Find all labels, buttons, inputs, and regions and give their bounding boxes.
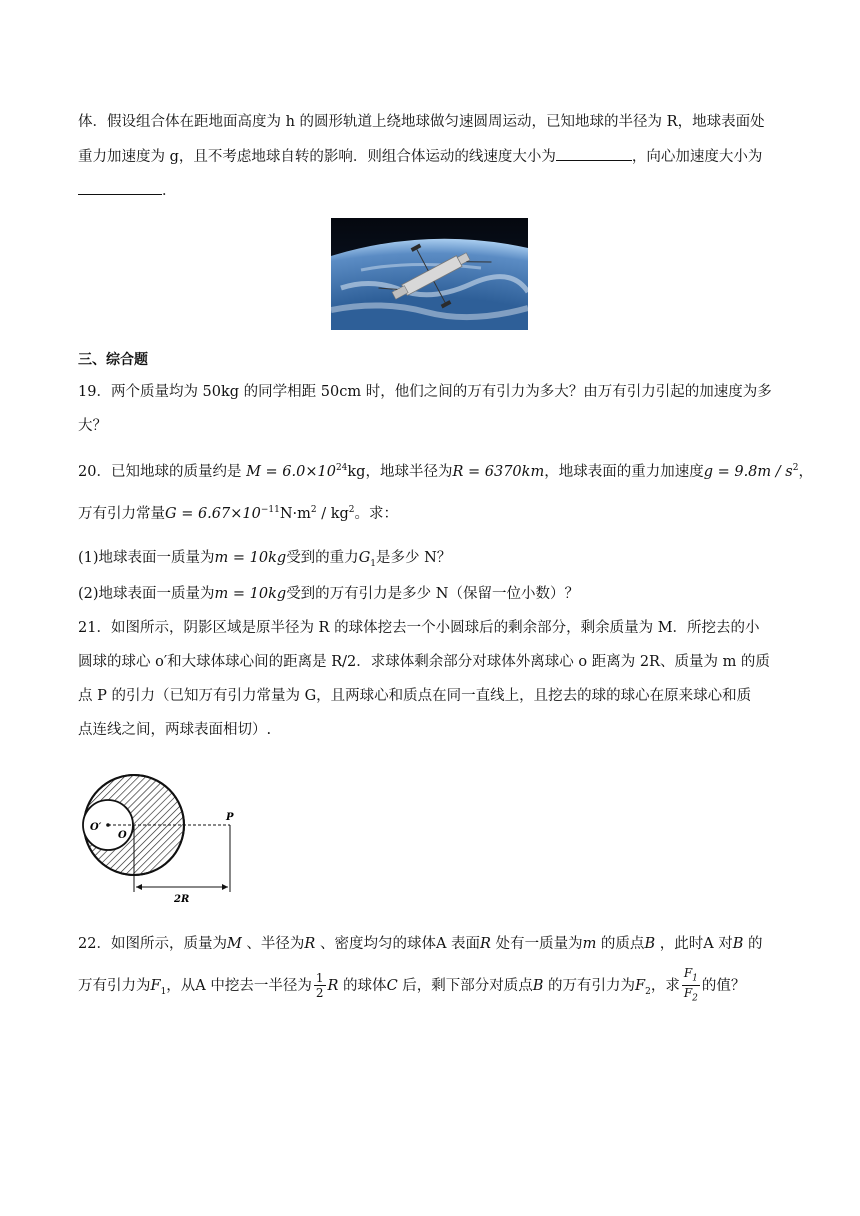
q18-line3-text: ． — [162, 183, 177, 199]
q22-B3: B — [532, 977, 544, 994]
q22-l: 中挖去一半径为 — [205, 977, 312, 994]
q22-M: M — [226, 936, 242, 952]
label-o: O — [118, 830, 127, 841]
q20-text-d: 万有引力常量 — [78, 505, 165, 522]
ratio-num-F: F — [683, 966, 693, 980]
q18-line3 — [78, 180, 177, 201]
q22-q: 的值？ — [701, 977, 746, 994]
half-num: 1 — [315, 971, 324, 986]
q22-F2-sub: 2 — [645, 986, 651, 997]
q20-radius: R = 6370km — [452, 463, 545, 480]
q21-line4: 点连线之间，两球表面相切）. — [78, 722, 272, 738]
q22-line1 — [78, 934, 763, 954]
q20-g: g = 9.8m / s — [703, 463, 793, 480]
half-den: 2 — [315, 986, 324, 1001]
q22-m: m — [582, 936, 597, 952]
q20-G-exp: −11 — [260, 505, 280, 515]
q22-R: R — [304, 936, 316, 952]
label-o-prime: O′ — [90, 822, 102, 833]
q20-sub1-c: 是多少 N？ — [376, 550, 452, 566]
q18-line2 — [78, 146, 762, 167]
q22-b: 、半径为 — [241, 936, 305, 952]
q22-j: 万有引力为 — [78, 977, 151, 994]
q20-G-unit-exp2: 2 — [348, 505, 355, 515]
q18-line1: 体．假设组合体在距地面高度为 h 的圆形轨道上绕地球做匀速圆周运动，已知地球的半径为 R，地球表面处 — [78, 114, 765, 130]
q20-sub2 — [78, 584, 579, 604]
q20-G-unit: N·m — [279, 505, 311, 522]
q20-sub2-b: 受到的万有引力是多少 N（保留一位小数）？ — [286, 586, 579, 602]
q22-k: ，从 — [166, 977, 196, 994]
q22-F2: F — [635, 977, 646, 994]
q20-mass-exp: 24 — [335, 463, 348, 473]
fraction-ratio — [682, 966, 700, 1006]
q21-line3: 点 P 的引力（已知万有引力常量为 G，且两球心和质点在同一直线上，且挖去的球的球心在原来球心和质 — [78, 688, 752, 704]
space-station-image — [331, 218, 528, 330]
q19-line2: 大？ — [78, 418, 107, 434]
q20-line2 — [78, 500, 398, 524]
q20-sub1-a: (1)地球表面一质量为 — [78, 550, 215, 566]
q22-B: B — [644, 936, 656, 952]
q22-c: 、密度均匀的球体 — [315, 936, 436, 952]
q22-F1: F — [150, 977, 161, 994]
q20-text-e: 。求： — [354, 505, 399, 522]
q22-g: ，此时 — [655, 936, 704, 952]
ratio-den-F: F — [683, 986, 693, 1001]
q20-G-unit-exp: 2 — [310, 505, 317, 515]
q20-text-a: 20．已知地球的质量约是 — [78, 463, 242, 480]
q20-g-exp: 2 — [792, 463, 799, 473]
q22-f: 的质点 — [596, 936, 645, 952]
q20-G: G = 6.67×10 — [165, 505, 261, 522]
q22-line2 — [78, 966, 745, 1008]
q22-d: 表面 — [446, 936, 481, 952]
ratio-den-sub: 2 — [692, 993, 698, 1004]
label-2r: 2R — [174, 894, 190, 905]
q20-mass-unit: kg — [347, 463, 366, 480]
q18-line2-text-a: 重力加速度为 g，且不考虑地球自转的影响．则组合体运动的线速度大小为 — [78, 149, 556, 165]
ratio-num-sub: 1 — [692, 973, 698, 984]
q20-sub2-m: m = 10kg — [214, 586, 287, 602]
q20-line1: 20．已知地球的质量约是 $M = 6.0\times 10^{24}kg$，地球半径为R = 6370km，地球表面的重力加速度$g = 9.8m / s^2$， — [78, 463, 813, 480]
q22-m2: 的球体 — [338, 977, 387, 994]
q20-sub1 — [78, 548, 451, 574]
q19-line1: 19．两个质量均为 50kg 的同学相距 50cm 时，他们之间的万有引力为多大？由万有引力引起的加速度为多 — [78, 384, 772, 400]
ratio-num — [682, 966, 700, 986]
fraction-half — [314, 971, 326, 1000]
q22-a: 22．如图所示，质量为 — [78, 936, 227, 952]
q20-text-c: ，地球表面的重力加速度 — [544, 463, 704, 480]
q22-A2: A — [703, 936, 714, 952]
answer-blank-2[interactable] — [78, 180, 162, 195]
q20-sub1-m: m = 10kg — [214, 550, 287, 566]
q22-n: 后，剩下部分对质点 — [397, 977, 533, 994]
q22-p: ，求 — [650, 977, 680, 994]
q22-F1-sub: 1 — [160, 986, 167, 997]
q22-B2: B — [732, 936, 744, 952]
q20-sub2-a: (2)地球表面一质量为 — [78, 586, 215, 602]
q22-A: A — [435, 936, 447, 952]
label-p: P — [226, 812, 234, 823]
q20-G-unit-tail: / kg — [316, 505, 349, 522]
q22-R3: R — [327, 977, 339, 994]
sphere-diagram — [78, 752, 250, 920]
q22-e: 处有一质量为 — [490, 936, 583, 952]
q22-C: C — [386, 977, 398, 994]
q18-line2-text-b: ，向心加速度大小为 — [631, 149, 763, 165]
q20-sub1-G: G — [358, 550, 371, 566]
ratio-den — [682, 986, 700, 1005]
q21-line1: 21．如图所示，阴影区域是原半径为 R 的球体挖去一个小圆球后的剩余部分，剩余质量为 M．所挖去的小 — [78, 620, 760, 636]
q22-h: 对 — [713, 936, 733, 952]
answer-blank-1[interactable] — [556, 146, 632, 161]
q20-sub1-G-sub: 1 — [370, 558, 377, 569]
q20-mass: M = 6.0×10 — [246, 463, 336, 480]
q21-line2: 圆球的球心 o′和大球体球心间的距离是 R/2．求球体剩余部分对球体外离球心 o 距离为 2R、质量为 m 的质 — [78, 654, 770, 670]
q22-A3: A — [195, 977, 206, 994]
section-title: 三、综合题 — [78, 352, 148, 368]
q22-o: 的万有引力为 — [543, 977, 636, 994]
q22-R2: R — [480, 936, 491, 952]
q20-text-b: ，地球半径为 — [365, 463, 453, 480]
q20-sub1-b: 受到的重力 — [286, 550, 359, 566]
q22-i: 的 — [743, 936, 763, 952]
